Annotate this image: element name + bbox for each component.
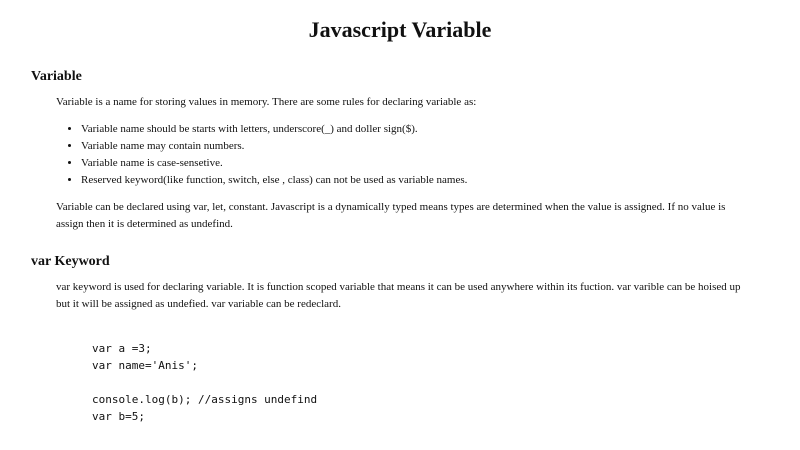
code-line (92, 374, 317, 391)
list-item: • Variable name should be starts with letters, underscore(_) and doller sign($). (81, 121, 761, 138)
list-item: • Variable name may contain numbers. (81, 138, 761, 155)
var-keyword-text: var keyword is used for declaring variable. It is function scoped variable that means it can be used anywhere within its fuction. var varible can be hoised up but it will be assigned as undefied. var variable can be redeclard. (56, 281, 741, 310)
code-line: var name='Anis'; (92, 359, 198, 372)
variable-declaration-text: Variable can be declared using var, let, constant. Javascript is a dynamically typed means types are determined when the value is assigned. If no value is assign then it is determined as undefind. (56, 201, 726, 230)
variable-rules-list (56, 121, 761, 189)
code-block (92, 340, 317, 425)
code-line: console.log(b); //assigns undefind (92, 393, 318, 406)
variable-intro-text: Variable is a name for storing values in memory. There are some rules for declaring variable as: (56, 96, 477, 108)
section-heading-var-keyword: var Keyword (31, 254, 110, 269)
code-line: var b=5; (92, 410, 145, 423)
page-title: Javascript Variable (308, 17, 492, 42)
list-item: • Variable name is case-sensetive. (81, 155, 761, 172)
section-heading-variable: Variable (31, 69, 82, 84)
list-item: • Reserved keyword(like function, switch, else , class) can not be used as variable names. (81, 172, 761, 189)
code-line: var a =3; (92, 342, 152, 355)
